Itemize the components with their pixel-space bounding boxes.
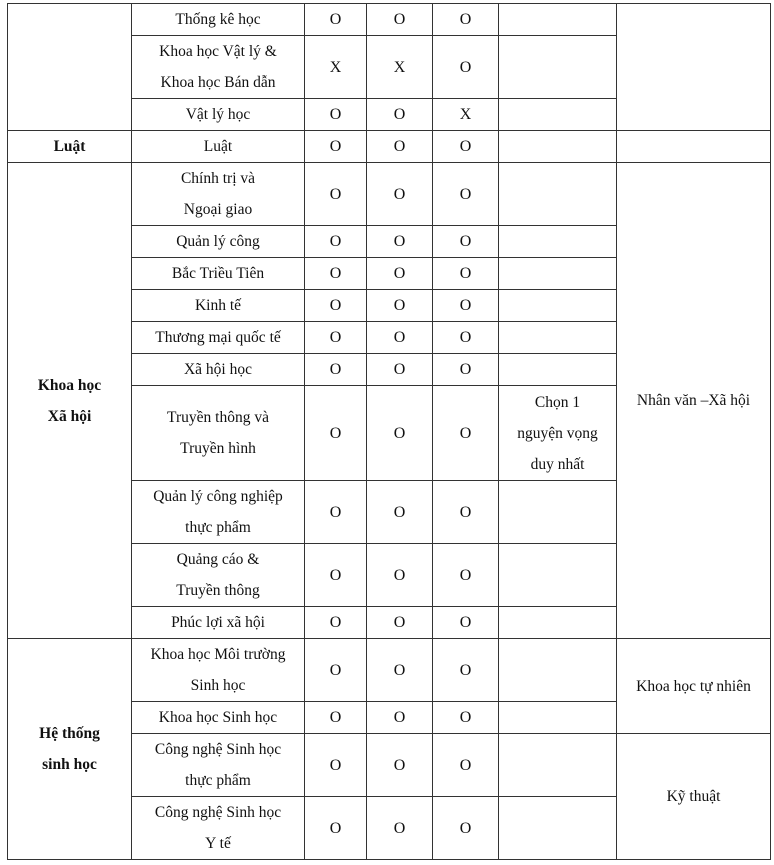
field-empty-top xyxy=(617,4,771,131)
major-cell-line: Sinh học xyxy=(190,677,246,694)
note-empty xyxy=(499,322,617,354)
mark-a: O xyxy=(305,290,367,322)
mark-c: O xyxy=(433,163,499,226)
mark-a: O xyxy=(305,4,367,36)
mark-c: O xyxy=(433,734,499,797)
group-khxh-line: Xã hội xyxy=(47,407,92,425)
major-cell-line: thực phẩm xyxy=(185,519,251,536)
major-cell-line: Y tế xyxy=(205,835,231,852)
mark-c: O xyxy=(433,36,499,99)
mark-b: O xyxy=(367,386,433,481)
mark-b: O xyxy=(367,702,433,734)
major-cell xyxy=(132,354,305,386)
mark-b: O xyxy=(367,354,433,386)
major-cell-line: Ngoại giao xyxy=(183,201,253,218)
major-cell-line: Khoa học Sinh học xyxy=(158,709,278,726)
mark-c: O xyxy=(433,290,499,322)
note-empty xyxy=(499,702,617,734)
table-row xyxy=(8,639,771,702)
major-cell-line: Chính trị và xyxy=(180,170,256,187)
mark-c: O xyxy=(433,702,499,734)
major-cell xyxy=(132,386,305,481)
mark-a: O xyxy=(305,226,367,258)
group-htsh-line: Hệ thống xyxy=(39,725,100,742)
major-cell-line: Quản lý công xyxy=(176,233,260,250)
mark-c: O xyxy=(433,386,499,481)
mark-b: O xyxy=(367,131,433,163)
note-empty xyxy=(499,4,617,36)
mark-b: O xyxy=(367,322,433,354)
mark-c: X xyxy=(433,99,499,131)
group-khxh xyxy=(8,163,132,639)
field-tunhien: Khoa học tự nhiên xyxy=(617,639,771,734)
note-empty xyxy=(499,797,617,860)
group-khxh-line: Khoa học xyxy=(37,376,102,394)
major-cell xyxy=(132,607,305,639)
major-cell-line: Truyền thông xyxy=(176,582,260,599)
mark-a: O xyxy=(305,544,367,607)
mark-a: O xyxy=(305,607,367,639)
field-empty-luat xyxy=(617,131,771,163)
mark-b: O xyxy=(367,797,433,860)
major-cell xyxy=(132,163,305,226)
major-cell xyxy=(132,36,305,99)
mark-c: O xyxy=(433,354,499,386)
note-cell-line: duy nhất xyxy=(530,455,585,473)
major-cell-line: Truyền thông và xyxy=(167,409,269,426)
major-cell-line: Khoa học Môi trường xyxy=(150,646,286,663)
group-htsh-line: sinh học xyxy=(42,756,97,773)
group-htsh xyxy=(8,639,132,860)
major-cell xyxy=(132,226,305,258)
mark-b: O xyxy=(367,481,433,544)
mark-a: O xyxy=(305,163,367,226)
field-nhanvan: Nhân văn –Xã hội xyxy=(617,163,771,639)
mark-c: O xyxy=(433,258,499,290)
note-empty xyxy=(499,163,617,226)
mark-b: O xyxy=(367,544,433,607)
mark-c: O xyxy=(433,639,499,702)
major-cell-line: Thương mại quốc tế xyxy=(155,329,281,346)
major-cell-line: Công nghệ Sinh học xyxy=(154,804,282,821)
field-kythuat: Kỹ thuật xyxy=(617,734,771,860)
mark-c: O xyxy=(433,226,499,258)
mark-a: O xyxy=(305,99,367,131)
mark-c: O xyxy=(433,131,499,163)
mark-a: O xyxy=(305,354,367,386)
major-cell xyxy=(132,734,305,797)
major-cell xyxy=(132,702,305,734)
major-cell-line: Công nghệ Sinh học xyxy=(154,741,282,758)
note-empty xyxy=(499,36,617,99)
major-cell-line: thực phẩm xyxy=(185,772,251,789)
major-cell xyxy=(132,481,305,544)
mark-b: O xyxy=(367,226,433,258)
mark-c: O xyxy=(433,607,499,639)
note-cell-line: nguyện vọng xyxy=(517,424,598,442)
mark-c: O xyxy=(433,797,499,860)
mark-a: O xyxy=(305,734,367,797)
note-empty xyxy=(499,354,617,386)
note-empty xyxy=(499,481,617,544)
mark-b: O xyxy=(367,639,433,702)
mark-b: O xyxy=(367,4,433,36)
mark-b: X xyxy=(367,36,433,99)
note-cell xyxy=(499,386,617,481)
group-luat: Luật xyxy=(8,131,132,163)
mark-b: O xyxy=(367,258,433,290)
major-cell xyxy=(132,290,305,322)
note-empty xyxy=(499,607,617,639)
major-cell-line: Quảng cáo & xyxy=(176,551,260,568)
major-cell xyxy=(132,131,305,163)
major-cell-line: Vật lý học xyxy=(185,106,251,123)
group-cell-top xyxy=(8,4,132,131)
major-cell-line: Phúc lợi xã hội xyxy=(171,614,265,631)
major-cell xyxy=(132,4,305,36)
note-cell-line: Chọn 1 xyxy=(534,393,581,411)
table-row xyxy=(8,4,771,36)
note-empty xyxy=(499,226,617,258)
note-empty xyxy=(499,258,617,290)
mark-a: O xyxy=(305,131,367,163)
major-cell xyxy=(132,99,305,131)
table-row xyxy=(8,163,771,226)
mark-a: O xyxy=(305,386,367,481)
major-cell-line: Xã hội học xyxy=(183,361,252,378)
mark-b: O xyxy=(367,734,433,797)
note-empty xyxy=(499,544,617,607)
major-cell-line: Khoa học Vật lý & xyxy=(159,43,277,60)
note-empty xyxy=(499,290,617,322)
note-empty xyxy=(499,131,617,163)
mark-c: O xyxy=(433,544,499,607)
note-empty xyxy=(499,639,617,702)
mark-c: O xyxy=(433,322,499,354)
mark-b: O xyxy=(367,99,433,131)
mark-a: O xyxy=(305,797,367,860)
mark-b: O xyxy=(367,163,433,226)
major-cell-line: Khoa học Bán dẫn xyxy=(160,74,276,91)
major-cell-line: Kinh tế xyxy=(194,297,242,314)
mark-c: O xyxy=(433,481,499,544)
mark-c: O xyxy=(433,4,499,36)
mark-b: O xyxy=(367,607,433,639)
major-cell xyxy=(132,322,305,354)
mark-a: X xyxy=(305,36,367,99)
mark-a: O xyxy=(305,639,367,702)
major-cell-line: Bắc Triều Tiên xyxy=(171,265,265,282)
major-cell xyxy=(132,544,305,607)
major-cell xyxy=(132,258,305,290)
major-cell-line: Luật xyxy=(203,138,233,155)
major-cell xyxy=(132,639,305,702)
admission-table xyxy=(7,3,771,860)
major-cell-line: Thống kê học xyxy=(175,11,261,28)
mark-a: O xyxy=(305,702,367,734)
table-row xyxy=(8,131,771,163)
mark-a: O xyxy=(305,481,367,544)
major-cell-line: Quản lý công nghiệp xyxy=(153,488,283,505)
mark-b: O xyxy=(367,290,433,322)
major-cell-line: Truyền hình xyxy=(180,440,256,457)
mark-a: O xyxy=(305,258,367,290)
mark-a: O xyxy=(305,322,367,354)
note-empty xyxy=(499,99,617,131)
major-cell xyxy=(132,797,305,860)
note-empty xyxy=(499,734,617,797)
